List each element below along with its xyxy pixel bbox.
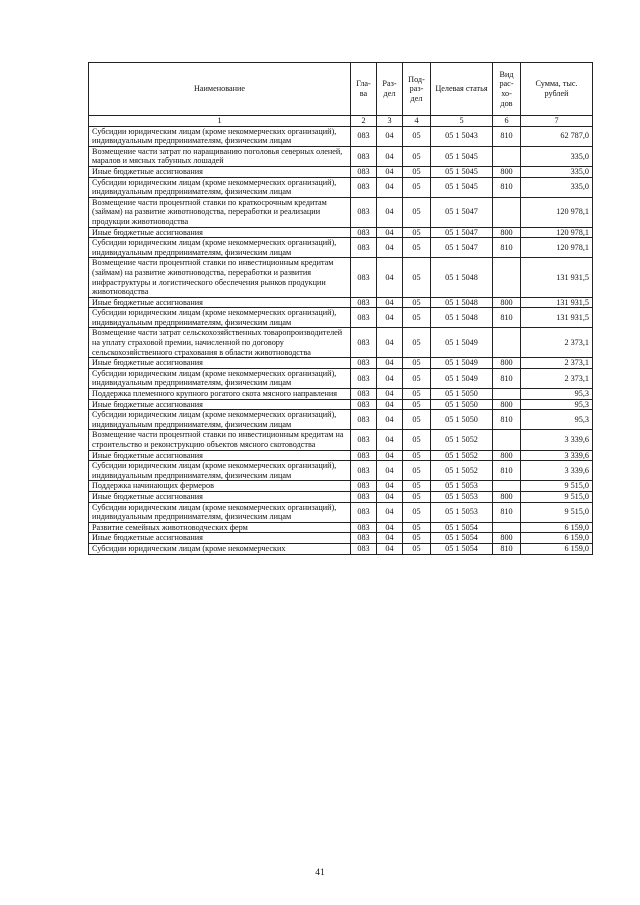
column-number: 5	[431, 116, 493, 127]
table-row	[89, 481, 593, 492]
cell-name: Возмещение части процентной ставки по инвестиционным кредитам (займам) на развитие животноводства, переработки и развития инфраструктуры и логистического обеспечения рынков продукции животноводства	[89, 258, 351, 297]
cell-target-article: 05 1 5050	[431, 399, 493, 410]
cell-target-article: 05 1 5050	[431, 410, 493, 430]
cell-expense-type: 800	[493, 358, 521, 369]
cell-glava: 083	[351, 126, 377, 146]
cell-amount: 120 978,1	[521, 238, 593, 258]
cell-podrazdel: 05	[403, 502, 431, 522]
cell-target-article: 05 1 5047	[431, 238, 493, 258]
cell-glava: 083	[351, 491, 377, 502]
cell-name: Субсидии юридическим лицам (кроме некоммерческих организаций), индивидуальным предпринимателям, физическим лицам	[89, 238, 351, 258]
cell-expense-type: 800	[493, 533, 521, 544]
cell-name: Развитие семейных животноводческих ферм	[89, 522, 351, 533]
cell-razdel: 04	[377, 177, 403, 197]
header-razdel: Раз-дел	[377, 63, 403, 116]
cell-amount: 62 787,0	[521, 126, 593, 146]
table-row	[89, 410, 593, 430]
cell-razdel: 04	[377, 358, 403, 369]
cell-expense-type: 810	[493, 238, 521, 258]
cell-podrazdel: 05	[403, 197, 431, 227]
cell-target-article: 05 1 5045	[431, 177, 493, 197]
table-row	[89, 227, 593, 238]
cell-amount: 3 339,6	[521, 461, 593, 481]
cell-razdel: 04	[377, 491, 403, 502]
cell-name: Иные бюджетные ассигнования	[89, 358, 351, 369]
cell-podrazdel: 05	[403, 522, 431, 533]
cell-name: Субсидии юридическим лицам (кроме некоммерческих организаций), индивидуальным предпринимателям, физическим лицам	[89, 410, 351, 430]
cell-podrazdel: 05	[403, 126, 431, 146]
table-row	[89, 177, 593, 197]
cell-target-article: 05 1 5049	[431, 328, 493, 358]
cell-amount: 335,0	[521, 146, 593, 166]
cell-glava: 083	[351, 389, 377, 400]
cell-expense-type	[493, 197, 521, 227]
cell-target-article: 05 1 5048	[431, 258, 493, 297]
cell-target-article: 05 1 5049	[431, 358, 493, 369]
cell-target-article: 05 1 5052	[431, 450, 493, 461]
cell-razdel: 04	[377, 502, 403, 522]
cell-glava: 083	[351, 297, 377, 308]
cell-glava: 083	[351, 166, 377, 177]
cell-amount: 6 159,0	[521, 522, 593, 533]
cell-razdel: 04	[377, 461, 403, 481]
cell-podrazdel: 05	[403, 461, 431, 481]
cell-glava: 083	[351, 358, 377, 369]
cell-glava: 083	[351, 430, 377, 450]
cell-podrazdel: 05	[403, 543, 431, 554]
cell-glava: 083	[351, 328, 377, 358]
table-row	[89, 430, 593, 450]
cell-razdel: 04	[377, 227, 403, 238]
cell-target-article: 05 1 5054	[431, 533, 493, 544]
cell-name: Возмещение части затрат по наращиванию поголовья северных оленей, маралов и мясных табунных лошадей	[89, 146, 351, 166]
cell-target-article: 05 1 5054	[431, 522, 493, 533]
cell-glava: 083	[351, 410, 377, 430]
cell-razdel: 04	[377, 297, 403, 308]
cell-amount: 9 515,0	[521, 481, 593, 492]
cell-glava: 083	[351, 502, 377, 522]
cell-expense-type: 810	[493, 177, 521, 197]
cell-podrazdel: 05	[403, 533, 431, 544]
cell-razdel: 04	[377, 389, 403, 400]
cell-name: Иные бюджетные ассигнования	[89, 297, 351, 308]
cell-podrazdel: 05	[403, 358, 431, 369]
cell-name: Поддержка начинающих фермеров	[89, 481, 351, 492]
cell-target-article: 05 1 5052	[431, 461, 493, 481]
column-number: 7	[521, 116, 593, 127]
table-row	[89, 238, 593, 258]
cell-name: Поддержка племенного крупного рогатого скота мясного направления	[89, 389, 351, 400]
cell-name: Иные бюджетные ассигнования	[89, 227, 351, 238]
cell-glava: 083	[351, 308, 377, 328]
cell-target-article: 05 1 5043	[431, 126, 493, 146]
cell-amount: 120 978,1	[521, 227, 593, 238]
column-number: 1	[89, 116, 351, 127]
cell-razdel: 04	[377, 533, 403, 544]
cell-target-article: 05 1 5050	[431, 389, 493, 400]
cell-name: Субсидии юридическим лицам (кроме некоммерческих организаций), индивидуальным предпринимателям, физическим лицам	[89, 177, 351, 197]
cell-glava: 083	[351, 533, 377, 544]
cell-expense-type: 810	[493, 461, 521, 481]
column-number: 6	[493, 116, 521, 127]
cell-amount: 3 339,6	[521, 450, 593, 461]
cell-expense-type	[493, 328, 521, 358]
cell-target-article: 05 1 5053	[431, 502, 493, 522]
table-row	[89, 328, 593, 358]
cell-amount: 95,3	[521, 399, 593, 410]
cell-expense-type: 800	[493, 399, 521, 410]
cell-target-article: 05 1 5048	[431, 308, 493, 328]
cell-glava: 083	[351, 522, 377, 533]
cell-amount: 335,0	[521, 177, 593, 197]
cell-razdel: 04	[377, 410, 403, 430]
cell-glava: 083	[351, 450, 377, 461]
cell-target-article: 05 1 5045	[431, 146, 493, 166]
cell-amount: 95,3	[521, 410, 593, 430]
cell-expense-type: 800	[493, 227, 521, 238]
cell-name: Возмещение части затрат сельскохозяйственных товаропроизводителей на уплату страховой премии, начисленной по договору сельскохозяйственного страхования в области животноводства	[89, 328, 351, 358]
cell-razdel: 04	[377, 258, 403, 297]
header-podrazdel: Под-раз-дел	[403, 63, 431, 116]
cell-podrazdel: 05	[403, 399, 431, 410]
cell-target-article: 05 1 5047	[431, 197, 493, 227]
cell-razdel: 04	[377, 450, 403, 461]
cell-expense-type	[493, 389, 521, 400]
cell-glava: 083	[351, 258, 377, 297]
table-row	[89, 146, 593, 166]
cell-glava: 083	[351, 481, 377, 492]
table-row	[89, 389, 593, 400]
cell-amount: 9 515,0	[521, 491, 593, 502]
cell-expense-type: 810	[493, 543, 521, 554]
table-row	[89, 166, 593, 177]
header-row	[89, 63, 593, 116]
cell-glava: 083	[351, 197, 377, 227]
cell-expense-type: 800	[493, 166, 521, 177]
cell-glava: 083	[351, 227, 377, 238]
cell-amount: 3 339,6	[521, 430, 593, 450]
header-number-row	[89, 116, 593, 127]
cell-target-article: 05 1 5045	[431, 166, 493, 177]
header-statya: Целевая статья	[431, 63, 493, 116]
cell-name: Иные бюджетные ассигнования	[89, 491, 351, 502]
table-row	[89, 358, 593, 369]
cell-expense-type	[493, 258, 521, 297]
cell-razdel: 04	[377, 522, 403, 533]
table-row	[89, 502, 593, 522]
cell-podrazdel: 05	[403, 146, 431, 166]
cell-podrazdel: 05	[403, 308, 431, 328]
cell-amount: 6 159,0	[521, 533, 593, 544]
cell-podrazdel: 05	[403, 328, 431, 358]
header-summa: Сумма, тыс. рублей	[521, 63, 593, 116]
cell-target-article: 05 1 5052	[431, 430, 493, 450]
cell-razdel: 04	[377, 146, 403, 166]
cell-name: Субсидии юридическим лицам (кроме некоммерческих организаций), индивидуальным предпринимателям, физическим лицам	[89, 502, 351, 522]
table-row	[89, 258, 593, 297]
cell-target-article: 05 1 5054	[431, 543, 493, 554]
header-name: Наименование	[89, 63, 351, 116]
column-number: 3	[377, 116, 403, 127]
cell-podrazdel: 05	[403, 410, 431, 430]
cell-glava: 083	[351, 461, 377, 481]
cell-expense-type: 810	[493, 126, 521, 146]
cell-amount: 131 931,5	[521, 308, 593, 328]
table-row	[89, 491, 593, 502]
cell-expense-type: 800	[493, 491, 521, 502]
table-row	[89, 533, 593, 544]
cell-podrazdel: 05	[403, 481, 431, 492]
cell-razdel: 04	[377, 430, 403, 450]
cell-razdel: 04	[377, 399, 403, 410]
cell-razdel: 04	[377, 197, 403, 227]
page-number: 41	[315, 868, 325, 878]
table-row	[89, 543, 593, 554]
cell-razdel: 04	[377, 308, 403, 328]
cell-razdel: 04	[377, 126, 403, 146]
cell-amount: 2 373,1	[521, 368, 593, 388]
table-row	[89, 461, 593, 481]
cell-razdel: 04	[377, 481, 403, 492]
cell-razdel: 04	[377, 328, 403, 358]
table-row	[89, 197, 593, 227]
table-row	[89, 368, 593, 388]
cell-podrazdel: 05	[403, 166, 431, 177]
table-body	[89, 126, 593, 554]
cell-amount: 6 159,0	[521, 543, 593, 554]
cell-podrazdel: 05	[403, 389, 431, 400]
cell-target-article: 05 1 5048	[431, 297, 493, 308]
cell-glava: 083	[351, 238, 377, 258]
cell-expense-type	[493, 146, 521, 166]
table-row	[89, 308, 593, 328]
cell-amount: 9 515,0	[521, 502, 593, 522]
cell-name: Субсидии юридическим лицам (кроме некоммерческих организаций), индивидуальным предпринимателям, физическим лицам	[89, 126, 351, 146]
cell-name: Возмещение части процентной ставки по краткосрочным кредитам (займам) на развитие животноводства, переработки и реализации продукции животноводства	[89, 197, 351, 227]
cell-amount: 120 978,1	[521, 197, 593, 227]
cell-glava: 083	[351, 368, 377, 388]
cell-podrazdel: 05	[403, 368, 431, 388]
column-number: 4	[403, 116, 431, 127]
cell-expense-type: 810	[493, 308, 521, 328]
cell-podrazdel: 05	[403, 227, 431, 238]
cell-razdel: 04	[377, 238, 403, 258]
cell-name: Иные бюджетные ассигнования	[89, 399, 351, 410]
cell-podrazdel: 05	[403, 450, 431, 461]
cell-name: Субсидии юридическим лицам (кроме некоммерческих организаций), индивидуальным предпринимателям, физическим лицам	[89, 308, 351, 328]
column-number: 2	[351, 116, 377, 127]
cell-expense-type: 800	[493, 297, 521, 308]
cell-target-article: 05 1 5053	[431, 481, 493, 492]
cell-amount: 335,0	[521, 166, 593, 177]
cell-target-article: 05 1 5053	[431, 491, 493, 502]
cell-amount: 95,3	[521, 389, 593, 400]
table-row	[89, 399, 593, 410]
cell-expense-type: 810	[493, 368, 521, 388]
cell-amount: 2 373,1	[521, 358, 593, 369]
cell-expense-type	[493, 522, 521, 533]
cell-name: Возмещение части процентной ставки по инвестиционным кредитам на строительство и реконструкцию объектов мясного скотоводства	[89, 430, 351, 450]
cell-podrazdel: 05	[403, 297, 431, 308]
header-vid: Вид рас-хо-дов	[493, 63, 521, 116]
cell-expense-type: 810	[493, 410, 521, 430]
cell-amount: 2 373,1	[521, 328, 593, 358]
budget-table	[88, 62, 593, 555]
table-row	[89, 126, 593, 146]
cell-glava: 083	[351, 543, 377, 554]
cell-name: Иные бюджетные ассигнования	[89, 166, 351, 177]
cell-podrazdel: 05	[403, 491, 431, 502]
cell-podrazdel: 05	[403, 258, 431, 297]
cell-razdel: 04	[377, 166, 403, 177]
cell-expense-type	[493, 481, 521, 492]
cell-podrazdel: 05	[403, 177, 431, 197]
cell-name: Субсидии юридическим лицам (кроме некоммерческих	[89, 543, 351, 554]
cell-amount: 131 931,5	[521, 297, 593, 308]
cell-expense-type: 800	[493, 450, 521, 461]
cell-name: Субсидии юридическим лицам (кроме некоммерческих организаций), индивидуальным предпринимателям, физическим лицам	[89, 368, 351, 388]
cell-amount: 131 931,5	[521, 258, 593, 297]
cell-glava: 083	[351, 146, 377, 166]
cell-target-article: 05 1 5047	[431, 227, 493, 238]
table-row	[89, 522, 593, 533]
cell-expense-type: 810	[493, 502, 521, 522]
cell-razdel: 04	[377, 368, 403, 388]
table-row	[89, 297, 593, 308]
header-glava: Гла-ва	[351, 63, 377, 116]
cell-name: Субсидии юридическим лицам (кроме некоммерческих организаций), индивидуальным предпринимателям, физическим лицам	[89, 461, 351, 481]
table-row	[89, 450, 593, 461]
cell-expense-type	[493, 430, 521, 450]
cell-podrazdel: 05	[403, 430, 431, 450]
cell-podrazdel: 05	[403, 238, 431, 258]
cell-target-article: 05 1 5049	[431, 368, 493, 388]
cell-razdel: 04	[377, 543, 403, 554]
cell-glava: 083	[351, 177, 377, 197]
cell-name: Иные бюджетные ассигнования	[89, 450, 351, 461]
cell-glava: 083	[351, 399, 377, 410]
cell-name: Иные бюджетные ассигнования	[89, 533, 351, 544]
